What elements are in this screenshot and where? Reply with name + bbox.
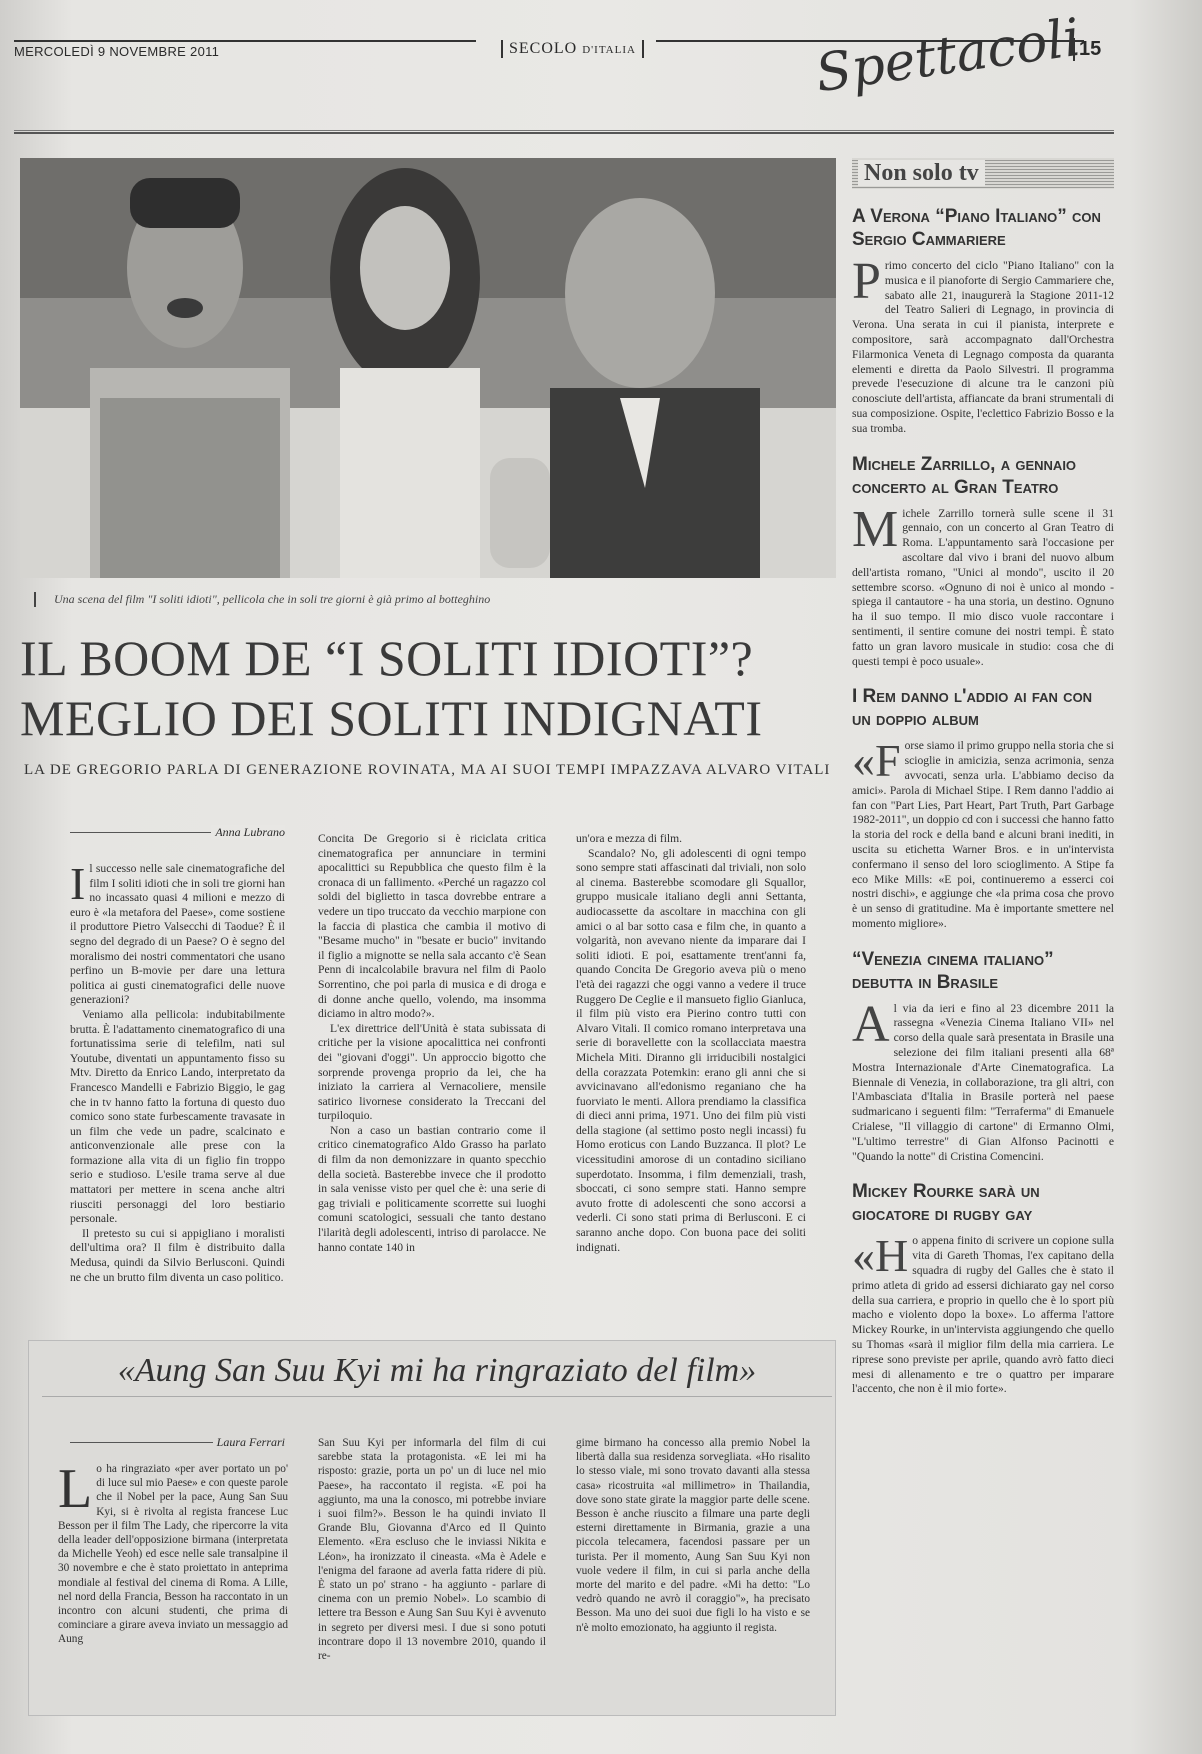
- interview-author: Laura Ferrari: [213, 1435, 285, 1449]
- sidebar-item-text: [852, 995, 1114, 1165]
- newspaper-name-suffix: D'ITALIA: [582, 44, 636, 56]
- interview-dropcap: L: [58, 1458, 93, 1520]
- article-column-2: [318, 832, 546, 1255]
- article-subhead: LA DE GREGORIO PARLA DI GENERAZIONE ROVINATA, MA AI SUOI TEMPI IMPAZZAVA ALVARO VITALI: [24, 762, 831, 778]
- sidebar-title: [852, 158, 1114, 189]
- interview-column-1: [58, 1458, 288, 1647]
- article-paragraph: L'ex direttrice dell'Unità è stata subissata di critiche per la visione apocalittica nei confronti dei "giovani d'oggi". Un approccio bigotto che sorprende provenga proprio da lei, che ha iniziato la carriera al Vernacoliere, mensile satirico livornese considerato la Treccani del turpiloquio.: [318, 1021, 546, 1123]
- sidebar-item-dropcap: A: [852, 995, 890, 1053]
- article-headline: [20, 628, 840, 748]
- interview-paragraph: gime birmano ha concesso alla premio Nobel la libertà dalla sua residenza sorvegliata. «Ho risalito lo stesso viale, mi sono trovato davanti alla stessa casa» ricostruita «al millimetro» in Thailandia, dove sono state girate la maggior parte delle scene. Besson è anche riuscito a filmare una parte degli esterni direttamente in Birmania, grazie a una piccola telecamera, facendosi passare per un turista. Per il momento, Aung San Suu Kyi non vuole vedere il film, in cui si parla anche della morte del marito e del padre. «Mi ha detto: "Lo vedrò quando ne avrò il coraggio"», ha precisato Besson. Ma uno dei suoi due figli lo ha visto e se n'è molto emozionato, ha aggiunto il regista.: [576, 1437, 810, 1634]
- article-column-3: [576, 832, 806, 1255]
- sidebar-item-headline: “Venezia cinema italiano” debutta in Brasile: [852, 948, 1054, 993]
- sidebar-item-body: l via da ieri e fino al 23 dicembre 2011 la rassegna «Venezia Cinema Italiano VII» nel corso della quale sarà presentata in Brasile una selezione dei film italiani presenti alla 68ª Mostra Internazionale d'Arte Cinematografica. La Biennale di Venezia, in collaborazione, tra gli altri, con l'Ambasciata d'Italia in Brasile porterà nel paese sudmaricano i seguenti film: "Terraferma" di Emanuele Crialese, "Il villaggio di cartone" di Ermanno Olmi, "L'ultimo terrestre" di Gian Alfonso Pacinotti e "Quando la notte" di Cristina Comencini.: [852, 1001, 1114, 1163]
- article-paragraph: Non a caso un bastian contrario come il critico cinematografico Aldo Grasso ha parlato di film da non demonizzare in quanto specchio della società. Basterebbe invece che il prodotto in sala venisse visto per quel che è: una serie di gag triviali e politicamente scorrette sui luoghi comuni scatologici, sessuali che tanto destano l'ilarità degli adolescenti, intriso di parolacce. Ne hanno contate 140 in: [318, 1123, 546, 1254]
- newspaper-name-main: SECOLO: [509, 40, 578, 57]
- sidebar-item-headline: I Rem danno l'addio ai fan con un doppio album: [852, 686, 1093, 731]
- section-title: Spettacoli: [812, 7, 1085, 105]
- article-author: Anna Lubrano: [211, 825, 285, 839]
- sidebar-item-body: o appena finito di scrivere un copione sulla vita di Gareth Thomas, l'ex capitano della squadra di rugby del Galles che è stato il primo atleta di grido ad essersi dichiarato gay nel corso della sua carriera, e proprio in quello che è lo sport più macho e violento dopo la boxe». Lo afferma l'attore Mickey Rourke, in un'intervista aggiungendo che quello su Thomas «sarà il miglior film della mia carriera. Le riprese sono previste per aprile, quando avrò fatto dieci mesi di allenamento e tre o quattro per imparare l'accento, che non è il mio forte».: [852, 1234, 1114, 1396]
- interview-title: «Aung San Suu Kyi mi ha ringraziato del film»: [42, 1352, 832, 1397]
- interview-byline: [70, 1435, 285, 1458]
- article-paragraph: Concita De Gregorio si è riciclata critica cinematografica per annunciare in termini apocalittici su Repubblica che questo film è la cronaca di un fallimento. «Perché un ragazzo col soldi del biglietto in tasca dovrebbe entrare a vedere un tipo truccato da vecchio marpione con la faccia di plastica che cambia il motivo di "Besame mucho" in "besate er bucio" invitando il figlio a mignotte se nella sala accanto c'è Sean Penn di incalcolabile bravura nel film di Paolo Sorrentino, che poi parla di musica e di droga e di donne anche quello, volendo, ma insomma diciamo in altro modo?».: [318, 832, 546, 1021]
- page-number: 15: [1073, 38, 1101, 61]
- sidebar-item-body: orse siamo il primo gruppo nella storia che si scioglie in amicizia, senza acrimonia, senza avvocati, senza urla. L'abbiamo deciso da amici». Parola di Michael Stipe. I Rem danno l'addio ai fan con "Part Lies, Part Heart, Part Truth, Part Garbage 1982-2011", un doppio cd con i successi che hanno fatto la storia del rock e della band e alcuni brani inediti, in uscita su etichetta Warner Bros. e in un'intervista confermano il senso del loro scioglimento. A Stipe fa eco Mike Mills: «E poi, continueremo a esserci coi nostri dischi», e aggiunge che «la prima cosa che provo è un senso di gratitudine. Ma è importante smettere nel momento migliore».: [852, 739, 1114, 930]
- interview-column-3: [576, 1436, 810, 1635]
- sidebar-item-text: [852, 735, 1114, 931]
- article-paragraph: l successo nelle sale cinematografiche del film I soliti idioti che in soli tre giorni han no incassato quasi 4 milioni e mezzo di euro è «la metafora del Paese», come sostiene il produttore Pietro Valsecchi di Taodue? È il segno del degrado di un Paese? O è segno del moralismo dei nostri commentatori che usano perfino un B-movie per dare una lettura politica ai gusti cinematografici delle nuove generazioni?: [70, 862, 285, 1007]
- article-column-1: [70, 858, 285, 1285]
- sidebar-item-dropcap: P: [852, 253, 881, 310]
- sidebar-non-solo-tv: [852, 158, 1114, 1397]
- article-paragraph: Veniamo alla pellicola: indubitabilmente brutta. È l'adattamento cinematografico di una fortunatissima serie di telefilm, nati sul Youtube, diventati un appuntamento fisso su Mtv. Diretto da Enrico Lando, interpretato da Francesco Mandelli e Fabrizio Biggio, le gag che in tv hanno fatto la fortuna di questo duo comico sono state furbescamente travasate in un film che vede un padre, scalcinato e anticonvenzionale alle prese con la formazione alla vita di un figlio fin troppo serio e studioso. L'esile trama serve al due mattatori per mettere in scena anche altri riusciti personaggi del loro bestiario personale.: [70, 1007, 285, 1226]
- photo-caption: Una scena del film "I soliti idioti", pellicola che in soli tre giorni è già primo al botteghino: [34, 592, 490, 607]
- interview-paragraph: o ha ringraziato «per aver portato un po' di luce sul mio Paese» e con queste parole che il Nobel per la pace, Aung San Suu Kyi, si è rivolta al regista francese Luc Besson per il film The Lady, che ripercorre la vita della leader dell'opposizione birmana (interpretata da Michelle Yeoh) ed esce nelle sale transalpine il 30 novembre e che è stato proiettato in anteprima mondiale al festival del cinema di Roma. A Lille, nel nord della Francia, Besson ha raccontato in un incontro con alcuni studenti, che prima di cominciare a girare aveva inviato un messaggio ad Aung: [58, 1463, 288, 1646]
- sidebar-item-body: ichele Zarrillo tornerà sulle scene il 31 gennaio, con un concerto al Gran Teatro di Roma. L'appuntamento sarà l'occasione per ascoltare dal vivo i brani del nuovo album dell'artista romano, "Unici al mondo", uscito il 20 settembre scorso. «Ognuno di noi è unico al mondo - spiega il cantautore - ha una storia, un destino. Ognuno ha il suo tempo. Il mio disco vuole raccontare i sentimenti, il sentire comune dei nostri tempi. È stato fatto un gran lavoro musicale in studio: cosa che di questi tempi è poco usuale».: [852, 506, 1114, 668]
- interview-column-2: [318, 1436, 546, 1663]
- article-paragraph: Scandalo? No, gli adolescenti di ogni tempo sono sempre stati affascinati dal triviali, non solo al cinema. Basterebbe scomodare gli Squallor, gruppo musicale italiano degli anni Settanta, audiocassette da ascoltare in macchina con gli amici o al bar sotto casa e film che, in quanto a volgarità, non avevano niente da imparare dai I soliti idioti. E poi, esattamente trent'anni fa, quando Concita De Gregorio aveva più o meno l'età dei ragazzi che oggi vanno a vedere il truce Ruggero De Ceglie e il mansueto figlio Gianluca, il film più visto era Pierino contro tutti con Alvaro Vitali. Il comico romano interpretava una serie di boravellette con la scollacciata maestra Michela Miti. Diranno gli irriducibili nostalgici della corazzata Potemkin: erano gli anni che si avvicinavano all'edonismo reganiano che ha fuorviato le menti. Allora prendiamo la classifica di dieci anni prima, 1971. Uno dei film più visti della stagione (al settimo posto negli incassi) fu Homo eroticus con Lando Buzzanca. Il plot? Le vicessitudini amorose di un contadino siciliano superdotato. Insomma, i film demenziali, trash, sboccati, ci sono sempre stati. Hanno sempre avuto frotte di adolescenti che sono accorsi a vederli. Ci sono stati prima di Berlusconi. E ci saranno anche dopo. Con buona pace dei soliti indignati.: [576, 846, 806, 1254]
- article-paragraph: Il pretesto su cui si appigliano i moralisti dell'ultima ora? Il film è distribuito dalla Medusa, quindi da Silvio Berlusconi. Quindi ne che un brutto film diventa un caso politico.: [70, 1226, 285, 1284]
- sidebar-item-dropcap: «H: [852, 1230, 909, 1282]
- article-paragraph: un'ora e mezza di film.: [576, 832, 683, 845]
- film-photo-illustration: [20, 158, 836, 578]
- newspaper-name: [501, 40, 644, 58]
- headline-line-1: IL BOOM DE “I SOLITI IDIOTI”?: [20, 630, 754, 686]
- sidebar-item-headline: Michele Zarrillo, a gennaio concerto al Gran Teatro: [852, 453, 1077, 498]
- article-byline: [70, 825, 285, 848]
- interview-paragraph: San Suu Kyi per informarla del film di cui sarebbe stata la protagonista. «E lei mi ha risposto: grazie, porta un po' un di luce nel mio Paese», ha raccontato il regista. «E poi ha aggiunto, ma una la conosco, mi potrebbe inviare i suoi film?». Besson le ha quindi inviato Il Grande Blu, Giovanna d'Arco ed Il Quinto Elemento. «Era escluso che le inviassi Nikita e Léon», ha ironizzato il cineasta. «Ma è Adele e l'enigma del faraone ad averla fatta ridere di più. È stato un po' strano - ha aggiunto - parlare di cinema con un premio Nobel». Lo scambio di lettere tra Besson e Aung San Suu Kyi è avvenuto in segreto per diversi mesi. I due si sono potuti incontrare dopo il 13 novembre 2010, quando il re-: [318, 1437, 546, 1663]
- sidebar-item-body: rimo concerto del ciclo "Piano Italiano" con la musica e il pianoforte di Sergio Cammariere che, sabato alle 21, inaugurerà la Stagione 2011-12 del Teatro Salieri di Legnago, in provincia di Verona. Una serata in cui il pianista, interprete e compositore, sarà accompagnato dall'Orchestra Filarmonica Veneta di Legnago composta da quaranta elementi e diretta da Paolo Silvestri. Il programma prevede l'esecuzione di alcune tra le canzoni più conosciute dell'artista, affiancate da brani strumentali di sua composizione. Ospite, l'eclettico Fabrizio Bosso e la sua tromba.: [852, 259, 1114, 435]
- sidebar-item-text: [852, 500, 1114, 670]
- sidebar-item-headline: A Verona “Piano Italiano” con Sergio Cammariere: [852, 206, 1101, 250]
- sidebar-item-dropcap: «F: [852, 735, 901, 787]
- article-dropcap: I: [70, 858, 86, 909]
- header-divider: [14, 130, 1114, 134]
- sidebar-item-headline: Mickey Rourke sarà un giocatore di rugby gay: [852, 1181, 1040, 1226]
- sidebar-item-dropcap: M: [852, 500, 899, 558]
- headline-line-2: MEGLIO DEI SOLITI INDIGNATI: [20, 690, 763, 746]
- issue-date: MERCOLEDÌ 9 NOVEMBRE 2011: [14, 40, 476, 59]
- sidebar-title-text: Non solo tv: [858, 160, 985, 186]
- sidebar-item-text: [852, 1230, 1114, 1397]
- film-photo: [20, 158, 836, 578]
- sidebar-item-text: [852, 253, 1114, 437]
